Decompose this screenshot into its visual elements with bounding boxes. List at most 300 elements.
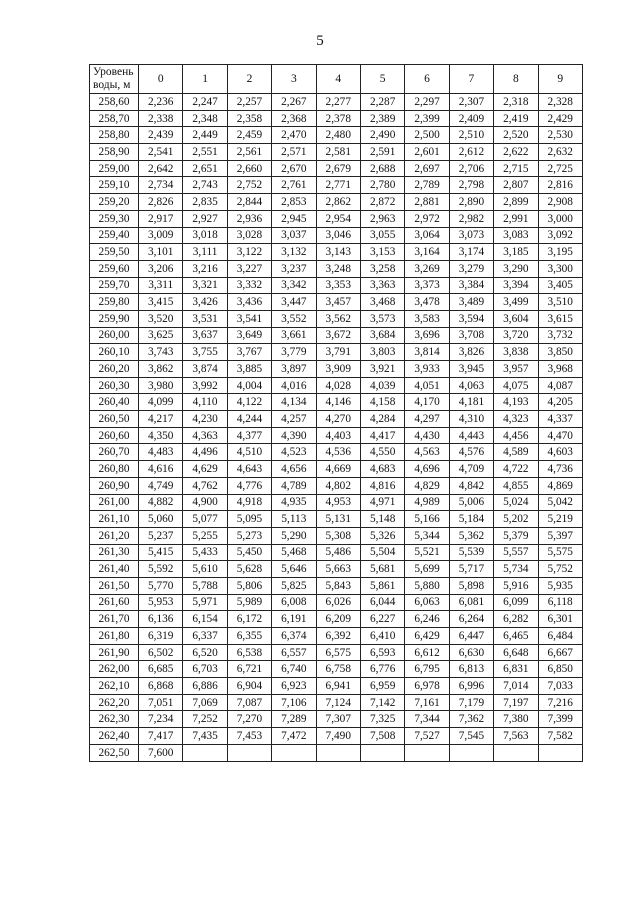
value-cell: 7,069 — [183, 694, 227, 711]
value-cell: 7,399 — [538, 711, 582, 728]
value-cell: 4,456 — [494, 427, 538, 444]
value-cell: 6,978 — [405, 678, 449, 695]
value-cell: 2,612 — [449, 144, 493, 161]
value-cell: 4,377 — [227, 427, 271, 444]
value-cell: 2,908 — [538, 194, 582, 211]
value-cell: 3,594 — [449, 310, 493, 327]
value-cell: 7,325 — [360, 711, 404, 728]
value-cell: 3,541 — [227, 310, 271, 327]
column-header: 1 — [183, 65, 227, 94]
value-cell: 2,409 — [449, 110, 493, 127]
value-cell: 5,898 — [449, 577, 493, 594]
table-row — [90, 661, 583, 678]
value-cell: 2,826 — [139, 194, 183, 211]
water-level-cell: 261,80 — [90, 628, 139, 645]
value-cell: 3,101 — [139, 244, 183, 261]
value-cell: 2,780 — [360, 177, 404, 194]
value-cell: 3,826 — [449, 344, 493, 361]
value-cell: 3,531 — [183, 310, 227, 327]
value-cell: 6,831 — [494, 661, 538, 678]
value-cell: 6,868 — [139, 678, 183, 695]
value-cell: 2,480 — [316, 127, 360, 144]
value-cell: 3,779 — [272, 344, 316, 361]
column-header: 7 — [449, 65, 493, 94]
value-cell: 4,430 — [405, 427, 449, 444]
value-cell: 3,363 — [360, 277, 404, 294]
value-cell: 4,563 — [405, 444, 449, 461]
table-row — [90, 628, 583, 645]
value-cell: 6,099 — [494, 594, 538, 611]
value-cell: 2,338 — [139, 110, 183, 127]
water-level-cell: 260,60 — [90, 427, 139, 444]
table-row — [90, 611, 583, 628]
water-level-cell: 261,00 — [90, 494, 139, 511]
value-cell: 4,603 — [538, 444, 582, 461]
value-cell: 6,484 — [538, 628, 582, 645]
value-cell: 4,900 — [183, 494, 227, 511]
level-header-line2: воды, м — [93, 79, 131, 91]
water-level-cell: 259,40 — [90, 227, 139, 244]
value-cell: 5,344 — [405, 527, 449, 544]
value-cell: 2,734 — [139, 177, 183, 194]
water-level-cell: 258,90 — [90, 144, 139, 161]
value-cell: 5,681 — [360, 561, 404, 578]
value-cell: 3,055 — [360, 227, 404, 244]
water-level-cell: 258,70 — [90, 110, 139, 127]
water-level-cell: 262,30 — [90, 711, 139, 728]
value-cell: 3,874 — [183, 361, 227, 378]
value-cell: 2,771 — [316, 177, 360, 194]
table-row — [90, 744, 583, 761]
value-cell: 5,770 — [139, 577, 183, 594]
table-row — [90, 294, 583, 311]
value-cell: 5,663 — [316, 561, 360, 578]
value-cell: 7,124 — [316, 694, 360, 711]
value-cell: 2,899 — [494, 194, 538, 211]
value-cell: 4,205 — [538, 394, 582, 411]
value-cell: 3,164 — [405, 244, 449, 261]
water-level-cell: 261,40 — [90, 561, 139, 578]
level-column-header — [90, 65, 139, 94]
water-level-cell: 258,80 — [90, 127, 139, 144]
value-cell: 6,776 — [360, 661, 404, 678]
value-cell: 3,216 — [183, 260, 227, 277]
value-cell: 7,472 — [272, 728, 316, 745]
value-cell: 4,193 — [494, 394, 538, 411]
column-header: 0 — [139, 65, 183, 94]
value-cell: 2,601 — [405, 144, 449, 161]
value-cell: 3,708 — [449, 327, 493, 344]
value-cell: 3,625 — [139, 327, 183, 344]
value-cell: 7,197 — [494, 694, 538, 711]
value-cell: 2,358 — [227, 110, 271, 127]
value-cell: 4,855 — [494, 477, 538, 494]
water-level-cell: 262,10 — [90, 678, 139, 695]
value-cell — [227, 744, 271, 761]
value-cell: 4,683 — [360, 461, 404, 478]
value-cell: 2,368 — [272, 110, 316, 127]
value-cell: 6,703 — [183, 661, 227, 678]
value-cell: 2,844 — [227, 194, 271, 211]
value-cell: 3,968 — [538, 361, 582, 378]
value-cell: 2,954 — [316, 210, 360, 227]
water-level-cell: 260,00 — [90, 327, 139, 344]
value-cell: 3,321 — [183, 277, 227, 294]
value-cell: 4,510 — [227, 444, 271, 461]
value-cell: 6,136 — [139, 611, 183, 628]
value-cell: 2,890 — [449, 194, 493, 211]
table-row — [90, 127, 583, 144]
value-cell: 7,527 — [405, 728, 449, 745]
value-cell: 6,721 — [227, 661, 271, 678]
value-cell: 4,110 — [183, 394, 227, 411]
table-row — [90, 461, 583, 478]
value-cell: 3,000 — [538, 210, 582, 227]
value-cell: 3,248 — [316, 260, 360, 277]
value-cell: 4,257 — [272, 411, 316, 428]
table-row — [90, 377, 583, 394]
value-cell: 5,450 — [227, 544, 271, 561]
value-cell: 3,909 — [316, 361, 360, 378]
value-cell: 7,490 — [316, 728, 360, 745]
value-cell: 3,132 — [272, 244, 316, 261]
value-cell: 2,551 — [183, 144, 227, 161]
water-level-cell: 259,70 — [90, 277, 139, 294]
value-cell: 6,557 — [272, 644, 316, 661]
value-cell: 3,332 — [227, 277, 271, 294]
value-cell: 3,290 — [494, 260, 538, 277]
value-cell: 4,971 — [360, 494, 404, 511]
value-cell: 4,122 — [227, 394, 271, 411]
value-cell: 6,392 — [316, 628, 360, 645]
value-cell: 4,669 — [316, 461, 360, 478]
value-cell: 6,538 — [227, 644, 271, 661]
value-cell: 5,077 — [183, 511, 227, 528]
value-cell: 5,843 — [316, 577, 360, 594]
value-cell: 2,679 — [316, 160, 360, 177]
value-cell: 5,575 — [538, 544, 582, 561]
value-cell: 5,592 — [139, 561, 183, 578]
value-cell: 4,244 — [227, 411, 271, 428]
value-cell: 3,803 — [360, 344, 404, 361]
value-cell: 7,014 — [494, 678, 538, 695]
value-cell: 4,158 — [360, 394, 404, 411]
value-cell: 4,643 — [227, 461, 271, 478]
value-cell: 4,028 — [316, 377, 360, 394]
value-cell: 3,510 — [538, 294, 582, 311]
value-cell: 3,227 — [227, 260, 271, 277]
value-cell: 5,219 — [538, 511, 582, 528]
value-cell: 3,353 — [316, 277, 360, 294]
value-cell: 6,648 — [494, 644, 538, 661]
value-cell: 6,172 — [227, 611, 271, 628]
value-cell: 3,300 — [538, 260, 582, 277]
value-cell: 6,337 — [183, 628, 227, 645]
value-cell: 2,297 — [405, 94, 449, 111]
value-cell: 2,378 — [316, 110, 360, 127]
table-row — [90, 494, 583, 511]
column-header: 4 — [316, 65, 360, 94]
value-cell: 7,234 — [139, 711, 183, 728]
value-cell: 2,982 — [449, 210, 493, 227]
value-cell: 5,362 — [449, 527, 493, 544]
table-row — [90, 144, 583, 161]
value-cell: 5,184 — [449, 511, 493, 528]
value-cell: 4,776 — [227, 477, 271, 494]
value-cell: 3,850 — [538, 344, 582, 361]
value-cell: 4,087 — [538, 377, 582, 394]
value-cell: 2,459 — [227, 127, 271, 144]
value-cell: 4,099 — [139, 394, 183, 411]
value-cell: 2,591 — [360, 144, 404, 161]
value-cell: 2,752 — [227, 177, 271, 194]
value-cell: 2,520 — [494, 127, 538, 144]
table-row — [90, 110, 583, 127]
value-cell: 4,170 — [405, 394, 449, 411]
value-cell: 3,615 — [538, 310, 582, 327]
value-cell: 6,465 — [494, 628, 538, 645]
value-cell — [449, 744, 493, 761]
value-cell: 2,530 — [538, 127, 582, 144]
value-cell: 5,916 — [494, 577, 538, 594]
table-body — [90, 94, 583, 762]
value-cell: 7,106 — [272, 694, 316, 711]
value-cell: 5,752 — [538, 561, 582, 578]
value-cell: 4,483 — [139, 444, 183, 461]
column-header: 5 — [360, 65, 404, 94]
value-cell: 2,697 — [405, 160, 449, 177]
value-cell: 5,734 — [494, 561, 538, 578]
value-cell: 3,237 — [272, 260, 316, 277]
value-cell: 2,642 — [139, 160, 183, 177]
table-row — [90, 327, 583, 344]
water-level-cell: 259,30 — [90, 210, 139, 227]
value-cell: 4,722 — [494, 461, 538, 478]
value-cell: 6,630 — [449, 644, 493, 661]
value-cell: 4,063 — [449, 377, 493, 394]
value-cell: 4,762 — [183, 477, 227, 494]
water-level-cell: 261,20 — [90, 527, 139, 544]
value-cell: 6,044 — [360, 594, 404, 611]
value-cell: 4,656 — [272, 461, 316, 478]
value-cell — [272, 744, 316, 761]
value-cell: 6,795 — [405, 661, 449, 678]
value-cell: 6,758 — [316, 661, 360, 678]
value-cell: 3,185 — [494, 244, 538, 261]
value-cell: 3,732 — [538, 327, 582, 344]
column-header: 9 — [538, 65, 582, 94]
value-cell: 5,202 — [494, 511, 538, 528]
value-cell: 3,174 — [449, 244, 493, 261]
table-row — [90, 277, 583, 294]
table-row — [90, 444, 583, 461]
value-cell: 5,024 — [494, 494, 538, 511]
value-cell: 2,972 — [405, 210, 449, 227]
value-cell: 3,342 — [272, 277, 316, 294]
value-cell: 5,433 — [183, 544, 227, 561]
value-cell: 5,861 — [360, 577, 404, 594]
value-cell: 5,953 — [139, 594, 183, 611]
table-row — [90, 227, 583, 244]
value-cell: 2,936 — [227, 210, 271, 227]
value-cell: 7,051 — [139, 694, 183, 711]
value-cell: 3,933 — [405, 361, 449, 378]
water-level-cell: 262,20 — [90, 694, 139, 711]
value-cell: 5,628 — [227, 561, 271, 578]
value-cell: 3,696 — [405, 327, 449, 344]
value-cell: 3,426 — [183, 294, 227, 311]
value-cell: 3,743 — [139, 344, 183, 361]
value-cell: 4,496 — [183, 444, 227, 461]
table-row — [90, 561, 583, 578]
value-cell: 2,419 — [494, 110, 538, 127]
value-cell: 2,725 — [538, 160, 582, 177]
value-cell: 6,063 — [405, 594, 449, 611]
value-cell: 5,060 — [139, 511, 183, 528]
value-cell: 4,829 — [405, 477, 449, 494]
value-cell: 5,290 — [272, 527, 316, 544]
value-cell: 2,881 — [405, 194, 449, 211]
value-cell: 3,447 — [272, 294, 316, 311]
value-cell: 4,350 — [139, 427, 183, 444]
value-cell: 7,344 — [405, 711, 449, 728]
value-cell: 6,502 — [139, 644, 183, 661]
value-cell: 3,083 — [494, 227, 538, 244]
value-cell: 4,217 — [139, 411, 183, 428]
value-cell: 3,489 — [449, 294, 493, 311]
value-cell: 3,258 — [360, 260, 404, 277]
value-cell: 4,749 — [139, 477, 183, 494]
water-level-cell: 262,40 — [90, 728, 139, 745]
table-row — [90, 527, 583, 544]
value-cell: 3,457 — [316, 294, 360, 311]
value-cell: 6,575 — [316, 644, 360, 661]
value-cell: 3,405 — [538, 277, 582, 294]
table-row — [90, 210, 583, 227]
value-cell: 6,520 — [183, 644, 227, 661]
table-row — [90, 678, 583, 695]
value-cell: 3,573 — [360, 310, 404, 327]
value-cell: 3,153 — [360, 244, 404, 261]
value-cell: 4,297 — [405, 411, 449, 428]
value-cell: 4,935 — [272, 494, 316, 511]
value-cell: 4,802 — [316, 477, 360, 494]
value-cell: 2,963 — [360, 210, 404, 227]
value-cell: 3,552 — [272, 310, 316, 327]
value-cell: 3,945 — [449, 361, 493, 378]
value-cell: 2,389 — [360, 110, 404, 127]
value-cell: 5,699 — [405, 561, 449, 578]
value-cell: 3,415 — [139, 294, 183, 311]
value-cell: 3,885 — [227, 361, 271, 378]
value-cell: 5,273 — [227, 527, 271, 544]
value-cell: 3,122 — [227, 244, 271, 261]
value-cell: 4,709 — [449, 461, 493, 478]
value-cell: 5,113 — [272, 511, 316, 528]
water-level-cell: 261,30 — [90, 544, 139, 561]
value-cell: 5,006 — [449, 494, 493, 511]
table-row — [90, 644, 583, 661]
value-cell — [183, 744, 227, 761]
value-cell: 6,355 — [227, 628, 271, 645]
value-cell: 3,583 — [405, 310, 449, 327]
value-cell: 7,380 — [494, 711, 538, 728]
value-cell: 6,886 — [183, 678, 227, 695]
value-cell: 5,788 — [183, 577, 227, 594]
value-cell: 4,051 — [405, 377, 449, 394]
value-cell: 6,941 — [316, 678, 360, 695]
value-cell: 6,282 — [494, 611, 538, 628]
value-cell: 3,394 — [494, 277, 538, 294]
value-cell: 3,637 — [183, 327, 227, 344]
value-cell: 2,267 — [272, 94, 316, 111]
value-cell: 2,660 — [227, 160, 271, 177]
value-cell: 3,073 — [449, 227, 493, 244]
value-cell: 6,246 — [405, 611, 449, 628]
value-cell: 2,500 — [405, 127, 449, 144]
value-cell: 2,688 — [360, 160, 404, 177]
level-header-line1: Уровень — [93, 66, 134, 78]
value-cell: 7,563 — [494, 728, 538, 745]
table-row — [90, 177, 583, 194]
value-cell: 6,447 — [449, 628, 493, 645]
value-cell: 3,311 — [139, 277, 183, 294]
value-cell: 3,009 — [139, 227, 183, 244]
value-cell: 6,008 — [272, 594, 316, 611]
value-cell: 2,927 — [183, 210, 227, 227]
table-row — [90, 728, 583, 745]
value-cell: 4,310 — [449, 411, 493, 428]
value-cell: 3,037 — [272, 227, 316, 244]
value-cell: 7,289 — [272, 711, 316, 728]
value-cell: 3,604 — [494, 310, 538, 327]
value-cell: 3,755 — [183, 344, 227, 361]
value-cell: 3,384 — [449, 277, 493, 294]
value-cell: 5,468 — [272, 544, 316, 561]
table-row — [90, 394, 583, 411]
value-cell: 2,651 — [183, 160, 227, 177]
value-cell: 2,917 — [139, 210, 183, 227]
value-cell: 2,257 — [227, 94, 271, 111]
value-cell: 4,443 — [449, 427, 493, 444]
value-cell — [538, 744, 582, 761]
value-cell: 2,853 — [272, 194, 316, 211]
value-cell: 3,992 — [183, 377, 227, 394]
value-cell: 5,095 — [227, 511, 271, 528]
water-level-cell: 259,60 — [90, 260, 139, 277]
table-header-row — [90, 65, 583, 94]
value-cell: 2,945 — [272, 210, 316, 227]
table-row — [90, 711, 583, 728]
table-row — [90, 260, 583, 277]
water-level-cell: 259,80 — [90, 294, 139, 311]
value-cell: 2,541 — [139, 144, 183, 161]
value-cell: 7,161 — [405, 694, 449, 711]
table-row — [90, 577, 583, 594]
value-cell: 2,399 — [405, 110, 449, 127]
table-row — [90, 310, 583, 327]
value-cell: 3,862 — [139, 361, 183, 378]
value-cell: 3,957 — [494, 361, 538, 378]
table-row — [90, 344, 583, 361]
value-cell: 4,918 — [227, 494, 271, 511]
value-cell: 3,672 — [316, 327, 360, 344]
value-cell: 6,593 — [360, 644, 404, 661]
value-cell — [494, 744, 538, 761]
value-cell: 3,373 — [405, 277, 449, 294]
value-cell: 4,953 — [316, 494, 360, 511]
water-level-cell: 259,90 — [90, 310, 139, 327]
